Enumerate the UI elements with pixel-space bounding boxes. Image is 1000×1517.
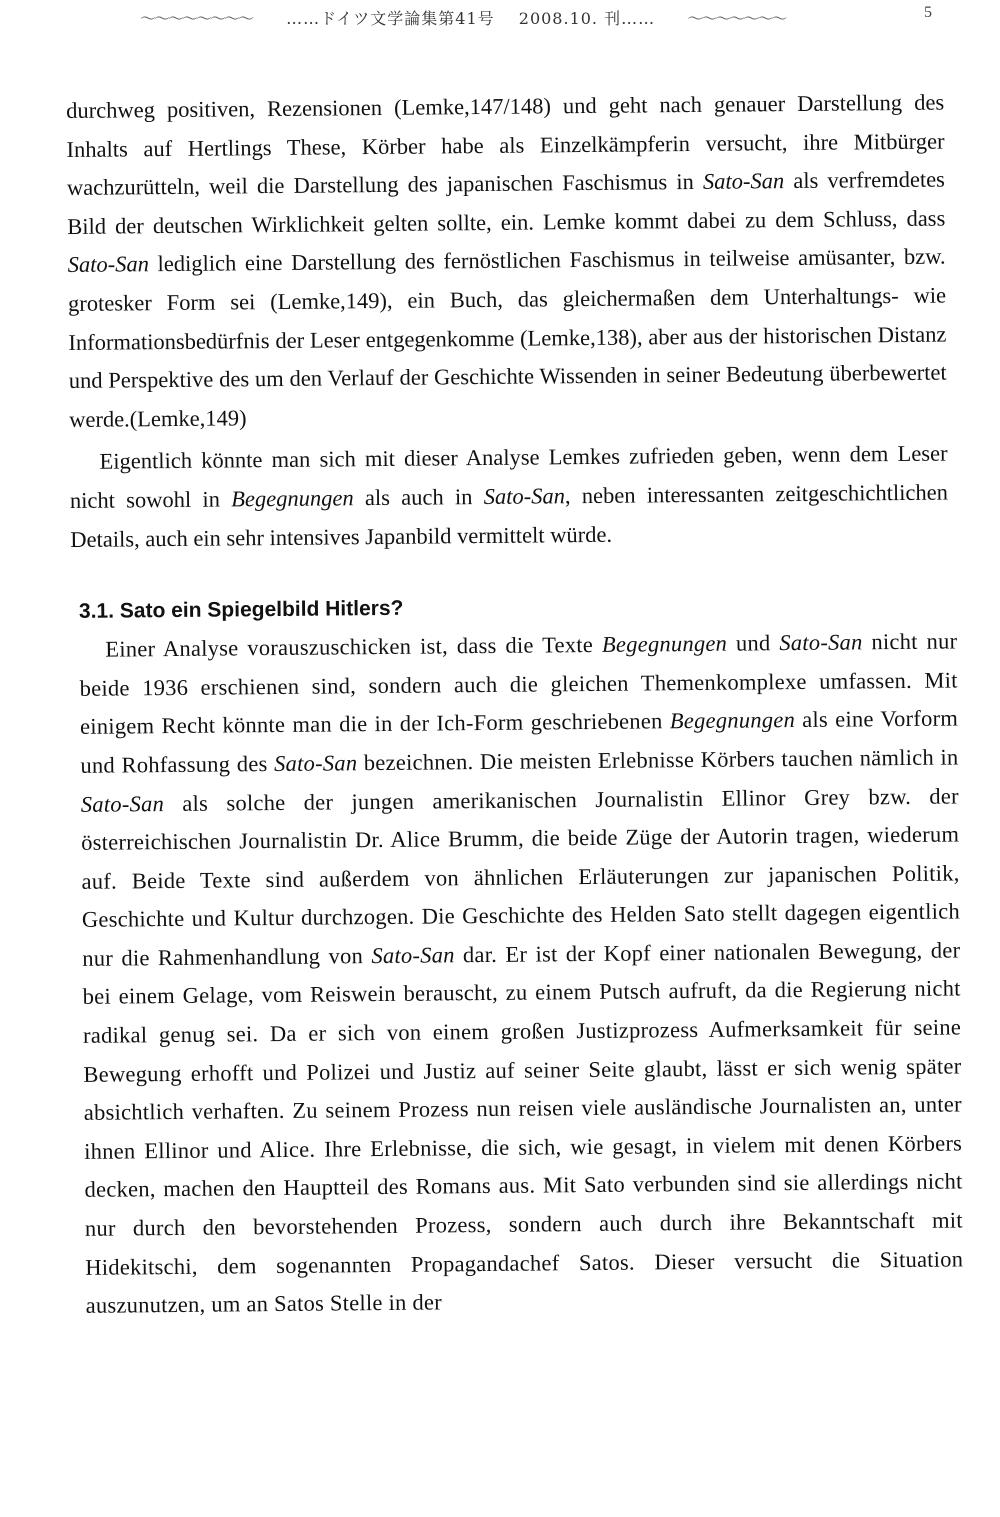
section-3-1-body [79,623,964,1326]
running-header [140,6,900,34]
text-run: und [726,630,780,656]
text-run: , neben interessanten zeitgeschichtlichen Details, auch ein sehr intensives Japanbild vermittelt würde. [70,479,949,552]
text-run: als eine Vorform und Rohfassung des [80,705,959,778]
text-run: Eigentlich könnte man sich mit dieser Analyse Lemkes zufrieden geben, wenn dem Leser nicht sowohl in [69,440,948,513]
text-run: dar. Er ist der Kopf einer nationalen Bewegung, der bei einem Gelage, vom Reiswein berauscht, zu einem Putsch aufruft, da die Regierung nicht radikal genug sei. Da er sich von einem großen Justizprozess Aufmerksamkeit für seine Bewegung erhofft und Polizei und Justiz auf seiner Seite glaubt, lässt er sich wenig später absichtlich verhaften. Zu seinem Prozess nun reisen viele ausländische Journalisten an, unter ihnen Ellinor und Alice. Ihre Erlebnisse, die sich, wie gesagt, in vielem mit denen Körbers decken, machen den Hauptteil des Romans aus. Mit Sato verbunden sind sie allerdings nicht nur durch den bevorstehenden Prozess, sondern auch durch ihre Bekanntschaft mit Hidekitschi, dem sogenannten Propagandachef Satos. Dieser versucht die Situation auszunutzen, um an Satos Stelle in der [82,937,964,1319]
section-heading: 3.1. Sato ein Spiegelbild Hitlers? [78,596,404,624]
text-run: Einer Analyse vorauszuschicken ist, dass die Texte [105,632,603,662]
text-run: als auch in [353,483,484,511]
text-run: lediglich eine Darstellung des fernöstlichen Faschismus in teilweise amüsanter, bzw. grotesker Form sei (Lemke,149), ein Buch, das gleichermaßen dem Unterhaltungs- wie Informationsbedürfnis der Leser entgegenkomme (Lemke,138), aber aus der historischen Distanz und Perspektive des um den Verlauf der Geschichte Wissenden in seiner Bedeutung überbewertet werde.(Lemke,149) [67,243,947,432]
italic-title: Sato-San [702,168,785,195]
text-run: durchweg positiven, Rezensionen (Lemke,147/148) und geht nach genauer Darstellung des Inhalts auf Hertlings These, Körber habe als Einzelkämpferin versucht, ihre Mitbürger wachzurütteln, weil die Darstellung des japanischen Faschismus in [66,89,945,201]
paragraph-3 [79,623,964,1326]
body-text [66,84,964,1326]
paragraph-1 [66,84,947,440]
italic-title: Begegnungen [669,707,796,734]
text-run: bezeichnen. Die meisten Erlebnisse Körbers tauchen nämlich in [357,744,959,776]
header-date: 2008.10. 刊…… [518,9,656,28]
text-run: als solche der jungen amerikanischen Journalistin Ellinor Grey bzw. der österreichischen Journalistin Dr. Alice Brumm, die beide Züge der Autorin tragen, wiederum auf. Beide Texte sind außerdem von ähnlichen Erläuterungen zur japanischen Politik, Geschichte und Kultur durchzogen. Die Geschichte des Helden Sato stellt dagegen eigentlich nur die Rahmenhandlung von [81,782,961,971]
italic-title: Sato-San [80,790,165,817]
header-journal-title: ……ドイツ文学論集第41号 [286,9,495,28]
italic-title: Sato-San [273,750,358,776]
text-run: nicht nur beide 1936 erschienen sind, sondern auch die gleichen Themenkomplexe umfassen. Mit einigem Recht könnte man die in der Ich-Form geschriebenen [79,628,958,740]
italic-title: Sato-San [371,942,455,968]
header-wave-right: 〜〜〜〜〜〜〜 [687,9,786,28]
paragraph-2 [69,435,948,559]
text-run: als verfremdetes Bild der deutschen Wirklichkeit gelten sollte, ein. Lemke kommt dabei zu dem Schluss, dass [67,166,946,239]
italic-title: Begegnungen [231,485,354,512]
italic-title: Begegnungen [601,630,728,658]
italic-title: Sato-San [67,251,150,278]
page-number: 5 [924,4,932,21]
header-wave-left: 〜〜〜〜〜〜〜〜 [140,9,253,28]
italic-title: Sato-San [779,629,863,656]
italic-title: Sato-San [483,483,566,509]
